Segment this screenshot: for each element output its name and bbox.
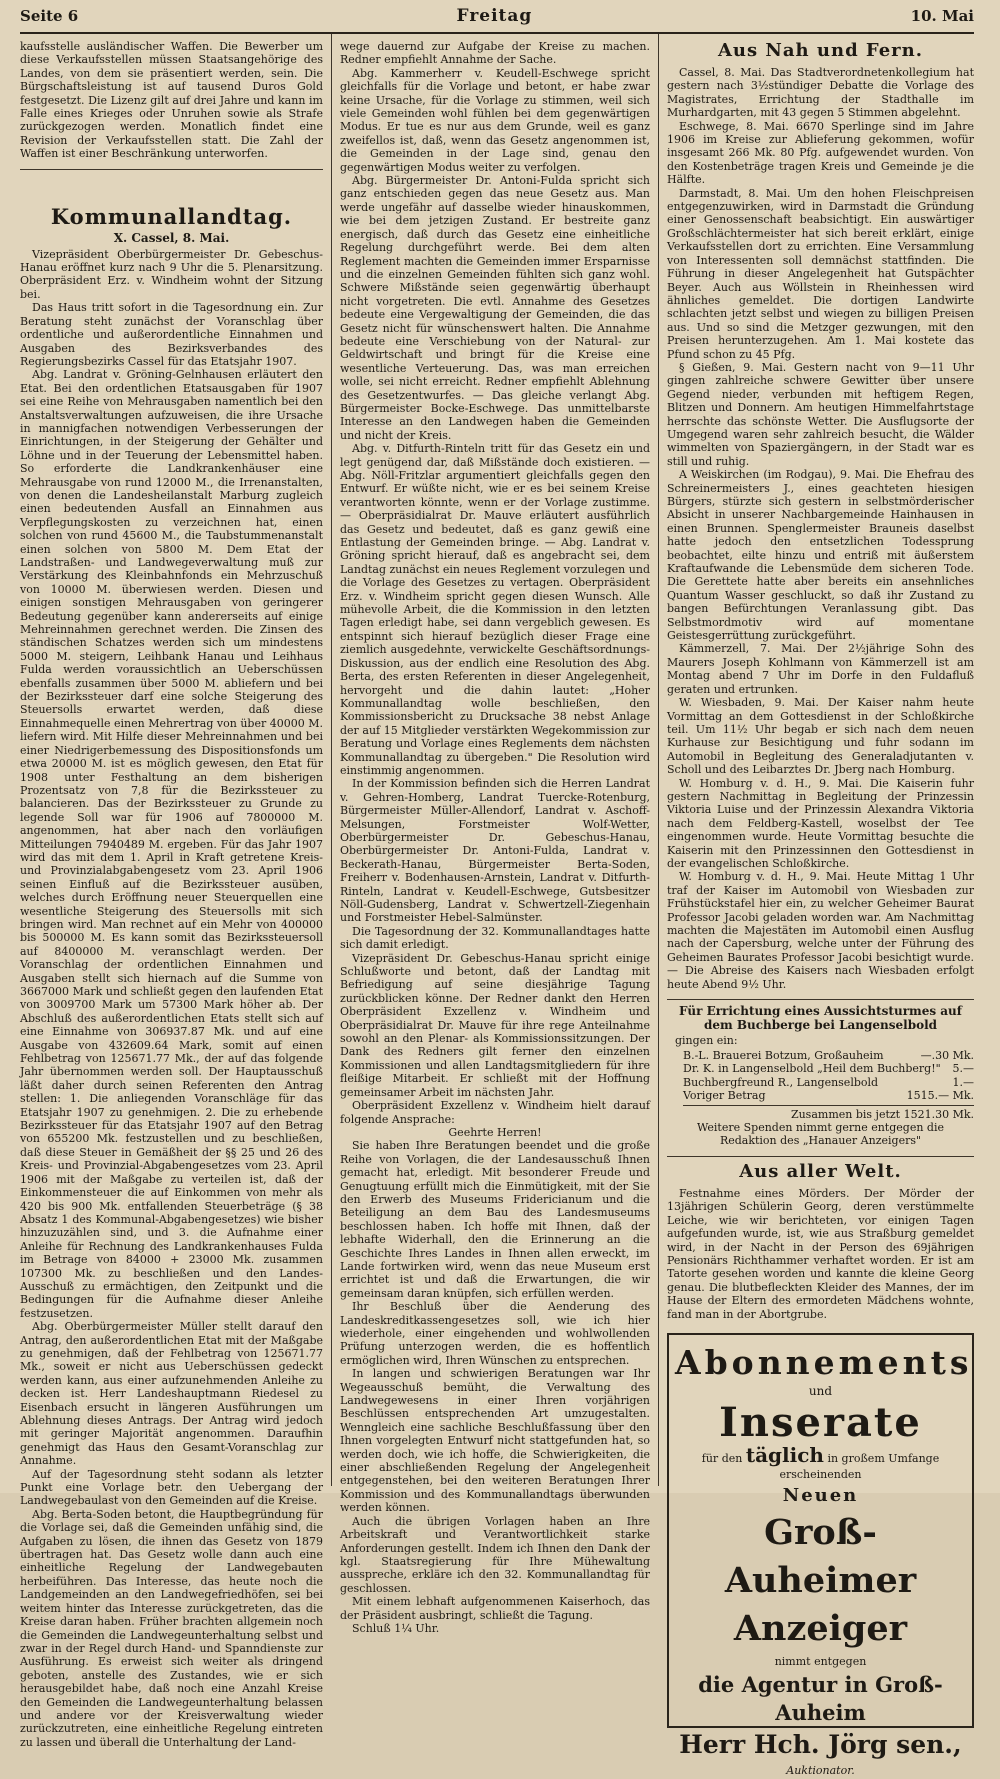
ad-fuer-den: für den [701,1451,743,1465]
ad-neuen: Neuen [782,1484,859,1506]
page-header [20,6,974,34]
paragraph: In der Kommission befinden sich die Herren Landrat v. Gehren-Homberg, Landrat Tuercke-Rotenburg, Bürgermeister Müller-Allendorf, Landrat v. Aschoff-Melsungen, Forstmeister Wolf-Wetter, Oberbürgermeister Dr. Gebeschus-Hanau, Oberbürgermeister Dr. Antoni-Fulda, Landrat v. Beckerath-Hanau, Bürgermeister Berta-Soden, Freiherr v. Bodenhausen-Arnstein, Landrat v. Ditfurth-Rinteln, Landrat v. Keudell-Eschwege, Gutsbesitzer Nöll-Gudensberg, Landrat v. Schwertzell-Ziegenhain und Forstmeister Hebel-Salmünster. [340,777,650,925]
news-item: W. Homburg v. d. H., 9. Mai. Die Kaiserin fuhr gestern Nachmittag in Begleitung der Prinzessin Viktoria Luise und der Prinzessin Alexandra Viktoria nach dem Feldberg-Kastell, woselbst der Tee eingenommen wurde. Heute Vormittag besuchte die Kaiserin mit den Prinzessinnen den Gottesdienst in der evangelischen Schloßkirche. [667,776,974,870]
column-3 [659,34,974,1777]
advertisement-box [667,1333,974,1777]
ad-line-frequency [675,1442,966,1483]
divider [20,169,323,170]
dateline: X. Cassel, 8. Mai. [113,230,230,245]
divider [667,999,974,1000]
ad-auktionator: Auktionator. [786,1763,855,1777]
weekday: Freitag [456,6,533,26]
ad-abonnements: Abonnements [675,1342,973,1382]
donation-label: B.-L. Brauerei Botzum, Großauheim [683,1049,884,1063]
ad-newspaper-name: Groß-Auheimer Anzeiger [724,1511,917,1649]
ad-taeglich: täglich [745,1442,824,1467]
speech-paragraph: Auch die übrigen Vorlagen haben an Ihre Arbeitskraft und Verantwortlichkeit starke Anforderungen gestellt. Indem ich Ihnen den Dank der kgl. Staatsregierung für Ihre Mühewaltung ausspreche, erkläre ich den 32. Kommunallandtag für geschlossen. [340,1514,650,1595]
news-item: Festnahme eines Mörders. Der Mörder der 13jährigen Schülerin Georg, deren verstümmelte Leiche, wie wir berichteten, vor einigen Tagen aufgefunden wurde, ist, wie aus Straßburg gemeldet wird, in der Nacht in der Person des 69jährigen Pensionärs Richthammer verhaftet worden. Er ist am Tatorte gesehen worden und kannte die kleine Georg genau. Die blutbefleckten Kleider des Mannes, der im Hause der Eltern des ermordeten Mädchens wohnte, fand man in der Abortgrube. [667,1186,974,1321]
donation-amount: 1.— [952,1075,974,1089]
ad-agent-name: Herr Hch. Jörg sen., [679,1729,962,1759]
donation-total: Zusammen bis jetzt 1521.30 Mk. [683,1105,974,1121]
paragraph: wege dauernd zur Aufgabe der Kreise zu machen. Redner empfiehlt Annahme der Sache. [340,40,650,67]
donation-row [683,1076,974,1089]
fund-subtitle: gingen ein: [675,1034,738,1048]
ad-umfang: in großem Umfange erscheinenden [779,1451,940,1481]
donation-row [683,1062,974,1075]
paragraph: Abg. Berta-Soden betont, die Hauptbegründung für die Vorlage sei, daß die Gemeinden unfähig sind, die Aufgaben zu lösen, die ihnen das Gesetz von 1879 übertragen hat. Das Gesetz wolle dann auch eine einheitliche Regelung der Landwegebauten herbeiführen. Das Interesse, das heute noch die Landgemeinden an den Landwegefriedhöfen, sei bei weitem hinter das Interesse zurückgetreten, das die Kreise daran haben. Früher brachten allgemein noch die Gemeinden die Landwegeunterhaltung selbst und zwar in der Regel durch Hand- und Spanndienste zur Ausführung. Es erweist sich weiter als dringend geboten, anstelle des Zustandes, wie er sich herausgebildet habe, daß noch eine Anzahl Kreise den Gemeinden die Landwegeunterhaltung belassen und andere vor der Kreisverwaltung wieder zurückzutreten, eine einheitliche Regelung eintreten zu lassen und überall die Unterhaltung der Land- [20,1507,323,1749]
paragraph: Oberpräsident Exzellenz v. Windheim hielt darauf folgende Ansprache: [340,1099,650,1126]
article-heading-kommunallandtag: Kommunallandtag. [50,203,293,229]
ad-inserate: Inserate [719,1398,922,1446]
donation-amount: 1515.— Mk. [906,1089,974,1103]
paragraph: Das Haus tritt sofort in die Tagesordnung ein. Zur Beratung steht zunächst der Voranschlag über ordentliche und außerordentliche Einnahmen und Ausgaben des Bezirksverbandes des Regierungsbezirks Cassel für das Etatsjahr 1907. [20,301,323,368]
donation-label: Voriger Betrag [683,1089,766,1103]
column-2 [332,34,659,1635]
paragraph: Abg. v. Ditfurth-Rinteln tritt für das Gesetz ein und legt genügend dar, daß Mißstände doch existieren. — Abg. Nöll-Fritzlar argumentiert gleichfalls gegen den Entwurf. Er wüßte nicht, wie er es bei seinem Kreise verantworten könnte, wenn er der Vorlage zustimme. — Oberpräsidialrat Dr. Mauve erläutert ausführlich das Gesetz und bedeutet, daß es ganz gewiß eine Entlastung der Gemeinden bringe. — Abg. Landrat v. Gröning spricht hierauf, daß es angebracht sei, dem Landtag zunächst ein neues Reglement vorzulegen und die Vorlage des Gesetzes zu vertagen. Oberpräsident Erz. v. Windheim spricht gegen diesen Wunsch. Alle mühevolle Arbeit, die die Kommission in den letzten Tagen erledigt habe, sei dann vergeblich gewesen. Es entspinnt sich hierauf bezüglich dieser Frage eine ziemlich ausgedehnte, verwickelte Geschäftsordnungs-Diskussion, aus der endlich eine Resolution des Abg. Berta, des ersten Referenten in dieser Angelegenheit, hervorgeht und die dahin lautet: „Hoher Kommunallandtag wolle beschließen, den Kommissionsbericht zu Drucksache 38 nebst Anlage der auf 15 Mitglieder verstärkten Wegekommission zur Beratung und Vorlage eines Reglements dem nächsten Kommunallandtag zu übergeben." Die Resolution wird einstimmig angenommen. [340,442,650,777]
paragraph: Abg. Landrat v. Gröning-Gelnhausen erläutert den Etat. Bei den ordentlichen Etatsausgaben für 1907 sei eine Reihe von Mehrausgaben namentlich bei den Anstaltsverwaltungen aufzuweisen, die ihre Ursache in mannigfachen notwendigen Verbesserungen der Einrichtungen, in der Steigerung der Gehälter und Löhne und in der Teuerung der Lebensmittel haben. So erforderte die Landkrankenhäuser eine Mehrausgabe von rund 12000 M., die Irrenanstalten, von denen die Landesheilanstalt Marburg zugleich einen bedeutenden Ausfall an Einnahmen aus Verpflegungskosten zu verzeichnen hat, einen solchen von rund 45600 M., die Taubstummenanstalt einen solchen von 5800 M. Dem Etat der Landstraßen- und Landwegeverwaltung muß zur Verstärkung des Kleinbahnfonds ein Mehrzuschuß von 10000 M. überwiesen werden. Diesen und einigen sonstigen Mehrausgaben von geringerer Bedeutung gegenüber kann andererseits auf einige Mehreinnahmen gerechnet werden. Die Zinsen des ständischen Schatzes werden sich um mindestens 5000 M. steigern, Leihbank Hanau und Leihhaus Fulda werden voraussichtlich an Ueberschüssen ebenfalls zusammen über 5000 M. abliefern und bei der Bezirkssteuer darf eine solche Steigerung des Steuersolls erwartet werden, daß diese Einnahmequelle einen Mehrertrag von über 40000 M. liefern wird. Mit Hilfe dieser Mehreinnahmen und bei einer Niedrigerbemessung des Dispositionsfonds um etwa 20000 M. ist es möglich gewesen, den Etat für 1908 unter Festhaltung an dem bisherigen Prozentsatz von 7,8 für die Bezirkssteuer zu balancieren. Das der Bezirkssteuer zu Grunde zu legende Soll war für 1906 auf 7800000 M. angenommen, hat aber nach den vorläufigen Mitteilungen 7940489 M. ergeben. Für das Jahr 1907 wird das mit dem 1. April in Kraft getretene Kreis- und Provinzialabgabengesetz vom 23. April 1906 seinen Einfluß auf die Bezirkssteuer ausüben, welches durch Eröffnung neuer Steuerquellen eine wesentliche Steigerung des Steuersolls mit sich bringen wird. Man rechnet auf ein Mehr von 400000 bis 500000 M. Es kann somit das Bezirkssteuersoll auf 8400000 M. veranschlagt werden. Der Voranschlag der ordentlichen Einnahmen und Ausgaben stellt sich hiernach auf die Summe von 3667000 Mark und schließt gegen den laufenden Etat von 3009700 Mark um 57300 Mark höher ab. Der Abschluß des außerordentlichen Etats stellt sich auf eine Einnahme von 306937.87 Mk. und auf eine Ausgabe von 432609.64 Mark, somit auf einen Fehlbetrag von 125671.77 Mk., der auf das folgende Jahr übernommen werden soll. Der Hauptausschuß läßt daher durch seinen Referenten den Antrag stellen: 1. Die anliegenden Voranschläge für das Etatsjahr 1907 zu genehmigen. 2. Die zu erhebende Bezirkssteuer für das Etatsjahr 1907 auf den Betrag von 655200 Mk. festzustellen und zu beschließen, daß diese Steuer in Gemäßheit der §§ 25 und 26 des Kreis- und Provinzial-Abgabengesetzes vom 23. April 1906 mit der Maßgabe zu verteilen ist, daß der Einkommensteuer die auf Einkommen von mehr als 420 bis 900 Mk. entfallenden Steuerbeträge (§ 38 Absatz 1 des Kommunal-Abgabengesetzes) wie bisher hinzuzuzählen sind, und 3. die Aufnahme einer Anleihe für Rechnung des Landkrankenhauses Fulda im Betrage von 84000 + 23000 Mk. zusammen 107300 Mk. zu beschließen und den Landes-Ausschuß zu ermächtigen, den Zeitpunkt und die Bedingungen für die Aufnahme dieser Anleihe festzusetzen. [20,368,323,1320]
speech-paragraph: Sie haben Ihre Beratungen beendet und die große Reihe von Vorlagen, die der Landesausschuß Ihnen gemacht hat, erledigt. Mit besonderer Freude und Genugtuung erfüllt mich die Einmütigkeit, mit der Sie den Erwerb des Museums Fridericianum und die Beteiligung an dem Bau des Landesmuseums beschlossen haben. Ich hoffe mit Ihnen, daß der lebhafte Widerhall, den die Erinnerung an die Geschichte Ihres Landes in Ihnen allen erweckt, im Lande fortwirken wird, wenn das neue Museum erst errichtet ist und daß die Erwartungen, die wir gemeinsam daran knüpfen, sich erfüllen werden. [340,1139,650,1300]
paragraph: Die Tagesordnung der 32. Kommunallandtages hatte sich damit erledigt. [340,924,650,952]
speech-salutation: Geehrte Herren! [448,1125,542,1139]
paragraph: Abg. Kammerherr v. Keudell-Eschwege spricht gleichfalls für die Vorlage und betont, er habe zwar keine Ursache, für die Vorlage zu stimmen, weil sich viele Gemeinden wohl fühlen bei dem gegenwärtigen Modus. Er tue es nur aus dem Grunde, weil es ganz zweifellos ist, daß, wenn das Gesetz angenommen ist, die Gemeinden in der Lage sind, genau den gegenwärtigen Modus weiter zu verfolgen. [340,66,650,174]
divider [667,1156,974,1157]
ad-agentur: die Agentur in Groß-Auheim [698,1671,943,1725]
donation-label: Buchbergfreund R., Langenselbold [683,1075,879,1089]
news-item: § Gießen, 9. Mai. Gestern nacht von 9—11 Uhr gingen zahlreiche schwere Gewitter über unsere Gegend nieder, verbunden mit heftigem Regen, Blitzen und Donnern. Am heutigen Himmelfahrtstage herrschte das schönste Wetter. Die Ausflugsorte der Umgegend waren sehr zahlreich besucht, die Wälder wimmelten von Spaziergängern, in der Stadt war es still und ruhig. [667,360,974,468]
donation-label: Dr. K. in Langenselbold „Heil dem Buchberg!" [683,1062,941,1076]
news-item: Darmstadt, 8. Mai. Um den hohen Fleischpreisen entgegenzuwirken, wird in Darmstadt die Gründung einer Genossenschaft beabsichtigt. Ein auswärtiger Großschlächtermeister hat sich bereit erklärt, einige Verkaufsstellen dort zu errichten. Eine Versammlung von Interessenten soll demnächst stattfinden. Die Führung in dieser Angelegenheit hat Gutspächter Beyer. Auch aus Wöllstein in Rheinhessen wird ähnliches gemeldet. Die dortigen Landwirte schlachten jetzt selbst und wiegen zu billigen Preisen aus. Und so sind die Metzger gezwungen, mit den Preisen herunterzugehen. Am 1. Mai kostete das Pfund schon zu 45 Pfg. [667,186,974,361]
section-heading-nah-fern: Aus Nah und Fern. [717,40,924,61]
speech-paragraph: Ihr Beschluß über die Aenderung des Landeskreditkassengesetzes soll, wie ich hier wiederhole, einer eingehenden und wohlwollenden Prüfung unterzogen werden, die es hoffentlich ermöglichen wird, Ihren Wünschen zu entsprechen. [340,1300,650,1367]
paragraph: Vizepräsident Dr. Gebeschus-Hanau spricht einige Schlußworte und betont, daß der Landtag mit Befriedigung auf seine diesjährige Tagung zurückblicken könne. Der Redner dankt den Herren Oberpräsident Exzellenz v. Windheim und Oberpräsidialrat Dr. Mauve für ihre rege Anteilnahme sowohl an den Plenar- als Kommissionssitzungen. Der Dank des Redners gilt ferner den einzelnen Kommissionen und allen Landtagsmitgliedern für ihre fleißige Mitarbeit. Er schließt mit der Hoffnung gemeinsamer Arbeit im nächsten Jahr. [340,951,650,1099]
donation-row [683,1089,974,1102]
paragraph: Abg. Bürgermeister Dr. Antoni-Fulda spricht sich ganz entschieden gegen das neue Gesetz aus. Man werde ungefähr auf dasselbe wieder hinauskommen, wie bei dem jetzigen Zustand. Er bestreite ganz energisch, daß durch das Gesetz eine einheitliche Regelung durchgeführt werde. Bei dem alten Reglement machten die Gemeinden immer Ersparnisse und die einzelnen Gemeinden fühlten sich ganz wohl. Schwere Mißstände seien gegenwärtig überhaupt nicht vorgetreten. Die evtl. Annahme des Gesetzes bedeute eine Vergewaltigung der Gemeinden, die das Gesetz nicht für wünschenswert halten. Die Annahme bedeute eine Verschiebung von der Natural- zur Geldwirtschaft und bringt für die Kreise eine wesentliche Verteuerung. Das, was man erreichen wolle, sei nicht erreicht. Redner empfiehlt Ablehnung des Gesetzentwurfes. — Das gleiche verlangt Abg. Bürgermeister Bocke-Eschwege. Das unmittelbarste Interesse an den Landwegen haben die Gemeinden und nicht der Kreis. [340,174,650,442]
ad-und: und [808,1383,833,1398]
article-continuation: kaufsstelle ausländischer Waffen. Die Bewerber um diese Verkaufsstellen müssen Staatsangehörige des Landes, von dem sie präsentiert werden, sein. Die Bürgschaftsleistung ist auf tausend Duros Gold festgesetzt. Die Lizenz gilt auf drei Jahre und kann im Falle eines Krieges oder Unruhen sowie als Strafe zurückgezogen werden. Monatlich findet eine Revision der Verkaufsstellen statt. Die Zahl der Waffen ist einer Beschränkung unterworfen. [20,40,323,161]
paragraph: Vizepräsident Oberbürgermeister Dr. Gebeschus-Hanau eröffnet kurz nach 9 Uhr die 5. Plenarsitzung. Oberpräsident Erz. v. Windheim wohnt der Sitzung bei. [20,247,323,301]
fund-note: Weitere Spenden nimmt gerne entgegen die Redaktion des „Hanauer Anzeigers" [697,1121,944,1148]
speech-paragraph: Mit einem lebhaft aufgenommenen Kaiserhoch, das der Präsident ausbringt, schließt die Tagung. [340,1595,650,1622]
donation-amount: —.30 Mk. [920,1049,974,1063]
paragraph: Abg. Oberbürgermeister Müller stellt darauf den Antrag, den außerordentlichen Etat mit der Maßgabe zu genehmigen, daß der Fehlbetrag von 125671.77 Mk., soweit er nicht aus Ueberschüssen gedeckt werden kann, aus einer aufzunehmenden Anleihe zu decken ist. Herr Landeshauptmann Riedesel zu Eisenbach ersucht in längeren Ausführungen um Ablehnung dieses Antrags. Der Antrag wird jedoch mit geringer Majorität angenommen. Daraufhin genehmigt das Haus den Gesamt-Voranschlag zur Annahme. [20,1320,323,1468]
ad-nimmt-entgegen: nimmt entgegen [774,1654,867,1668]
news-item: W. Homburg v. d. H., 9. Mai. Heute Mittag 1 Uhr traf der Kaiser im Automobil von Wiesbaden zur Frühstückstafel hier ein, zu welcher Geheimer Baurat Professor Jacobi geladen worden war. Am Nachmittag machten die Majestäten im Automobil einen Ausflug nach der Capersburg, welche unter der Führung des Geheimen Baurates Professor Jacobi besichtigt wurde. — Die Abreise des Kaisers nach Wiesbaden erfolgt heute Abend 9½ Uhr. [667,870,974,991]
news-item: Eschwege, 8. Mai. 6670 Sperlinge sind im Jahre 1906 im Kreise zur Ablieferung gekommen, wofür insgesamt 266 Mk. 80 Pfg. aufgewendet wurden. Von den Kostenbeträge tragen Kreis und Gemeinde je die Hälfte. [667,119,974,187]
news-item: A Weiskirchen (im Rodgau), 9. Mai. Die Ehefrau des Schreinermeisters J., eines geachteten hiesigen Bürgers, stürzte sich gestern in selbstmörderischer Absicht in unserer Nachbargemeinde Hainhausen in einen Brunnen. Spenglermeister Brauneis daselbst hatte jedoch den entsetzlichen Todessprung beobachtet, eilte hinzu und entriß mit äußerstem Kraftaufwande die Lebensmüde dem sicheren Tode. Die Gerettete hatte aber bereits ein ansehnliches Quantum Wasser geschluckt, so daß ihr Zustand zu bangen Befürchtungen Veranlassung gibt. Das Selbstmordmotiv wird auf momentane Geistesgerrüttung zurückgeführt. [667,468,974,643]
fund-title: Für Errichtung eines Aussichtsturmes auf dem Buchberge bei Langenselbold [679,1004,962,1033]
closing-time: Schluß 1¼ Uhr. [352,1621,440,1635]
donation-amount: 5.— [952,1062,974,1076]
paragraph: Auf der Tagesordnung steht sodann als letzter Punkt eine Vorlage betr. den Uebergang der Landwegebaulast von den Gemeinden auf die Kreise. [20,1467,323,1508]
section-heading-aller-welt: Aus aller Welt. [739,1160,902,1182]
news-item: Cassel, 8. Mai. Das Stadtverordnetenkollegium hat gestern nach 3½stündiger Debatte die Vorlage des Magistrates, Errichtung der Stadthalle im Murhardgarten, mit 43 gegen 5 Stimmen abgelehnt. [667,66,974,120]
speech-paragraph: In langen und schwierigen Beratungen war Ihr Wegeausschuß bemüht, die Verwaltung des Landwegewesens in einer Ihren vorjährigen Beschlüssen entsprechenden Art umzugestalten. Wenngleich eine sachliche Beschlußfassung über den Ihnen vorgelegten Entwurf nicht stattgefunden hat, so werden doch, wie ich hoffe, die Schwierigkeiten, die einer abschließenden Regelung der Angelegenheit entgegenstehen, bei den weiteren Beratungen Ihrer Kommission und des Kommunallandtags überwunden werden können. [340,1367,650,1515]
news-item: W. Wiesbaden, 9. Mai. Der Kaiser nahm heute Vormittag an dem Gottesdienst in der Schloßkirche teil. Um 11½ Uhr begab er sich nach dem neuen Kurhause zur Besichtigung und fuhr sodann im Automobil in Begleitung des Generaladjutanten v. Scholl und des Leibarztes Dr. Jberg nach Homburg. [667,696,974,777]
issue-date: 10. Mai [910,7,974,25]
column-1 [20,34,332,1749]
page-number: Seite 6 [20,7,79,25]
donation-list [683,1049,974,1121]
columns [20,34,974,1777]
news-item: Kämmerzell, 7. Mai. Der 2½jährige Sohn des Maurers Joseph Kohlmann von Kämmerzell ist am Montag abend 7 Uhr im Dorfe in den Fuldafluß geraten und ertrunken. [667,642,974,696]
donation-row [683,1049,974,1062]
